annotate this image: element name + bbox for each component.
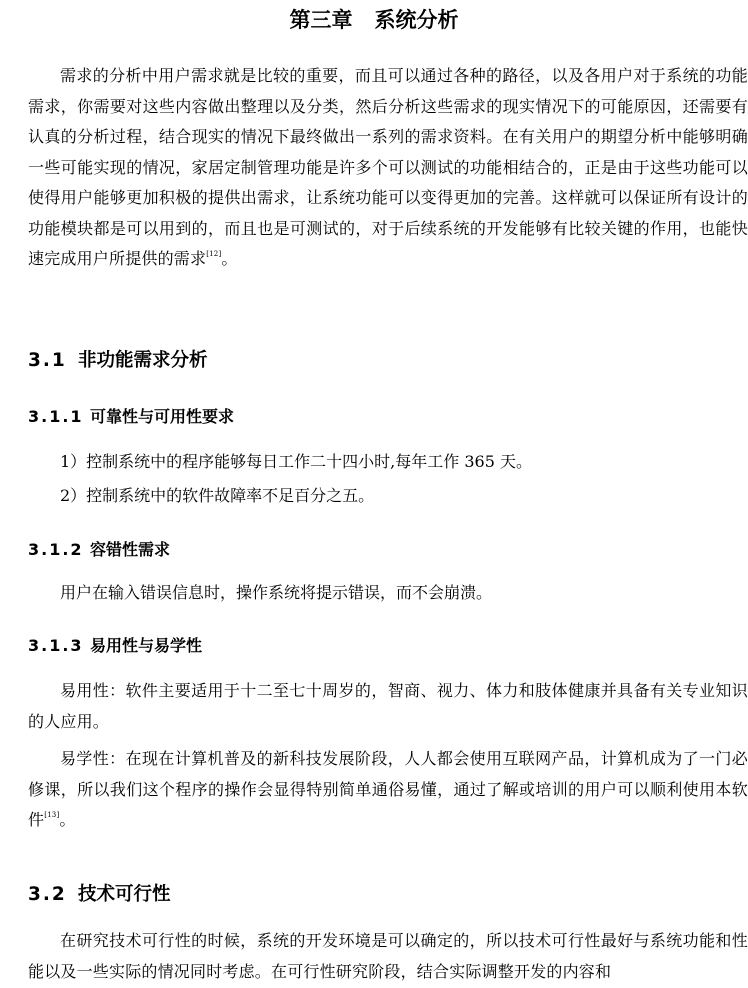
- section-3-2-heading: [28, 881, 171, 909]
- list-item: 1）控制系统中的程序能够每日工作二十四小时,每年工作 365 天。: [60, 452, 532, 471]
- section-title: 技术可行性: [78, 884, 171, 905]
- chapter-number: 第三章: [289, 8, 353, 32]
- citation-13: [13]: [44, 811, 60, 819]
- chapter-title: [0, 4, 748, 36]
- chapter-name: 系统分析: [374, 8, 459, 32]
- list-item: 2）控制系统中的软件故障率不足百分之五。: [60, 486, 375, 505]
- section-3-1-heading: [28, 347, 208, 375]
- section-number: 3.1.1: [28, 407, 84, 426]
- section-number: 3.1.2: [28, 540, 84, 559]
- section-3-1-1-heading: [28, 404, 234, 430]
- section-3-1-2-heading: [28, 537, 170, 563]
- section-title: 容错性需求: [90, 540, 171, 559]
- section-number: 3.2: [28, 884, 67, 905]
- technical-feasibility-paragraph: 在研究技术可行性的时候，系统的开发环境是可以确定的，所以技术可行性最好与系统功能和性能以及一些实际的情况同时考虑。在可行性研究阶段，结合实际调整开发的内容和: [28, 931, 748, 981]
- section-number: 3.1.3: [28, 636, 84, 655]
- section-number: 3.1: [28, 350, 67, 371]
- section-title: 可靠性与可用性要求: [90, 407, 235, 426]
- citation-12: [12]: [206, 250, 222, 258]
- section-title: 非功能需求分析: [78, 350, 208, 371]
- section-3-1-3-heading: [28, 633, 202, 659]
- fault-tolerance-text: 用户在输入错误信息时，操作系统将提示错误，而不会崩溃。: [60, 583, 493, 602]
- learnability-paragraph: 易学性：在现在计算机普及的新科技发展阶段，人人都会使用互联网产品，计算机成为了一门必修课，所以我们这个程序的操作会显得特别简单通俗易懂，通过了解或培训的用户可以顺利使用本软件[13]。: [28, 749, 748, 829]
- section-title: 易用性与易学性: [90, 636, 203, 655]
- usability-paragraph: 易用性：软件主要适用于十二至七十周岁的，智商、视力、体力和肢体健康并具备有关专业知识的人应用。: [28, 681, 748, 731]
- intro-paragraph: 需求的分析中用户需求就是比较的重要，而且可以通过各种的路径，以及各用户对于系统的功能需求，你需要对这些内容做出整理以及分类，然后分析这些需求的现实情况下的可能原因，还需要有认真的分析过程，结合现实的情况下最终做出一系列的需求资料。在有关用户的期望分析中能够明确一些可能实现的情况，家居定制管理功能是许多个可以测试的功能相结合的，正是由于这些功能可以使得用户能够更加积极的提供出需求，让系统功能可以变得更加的完善。这样就可以保证所有设计的功能模块都是可以用到的，而且也是可测试的，对于后续系统的开发能够有比较关键的作用，也能快速完成用户所提供的需求[12]。: [28, 66, 748, 268]
